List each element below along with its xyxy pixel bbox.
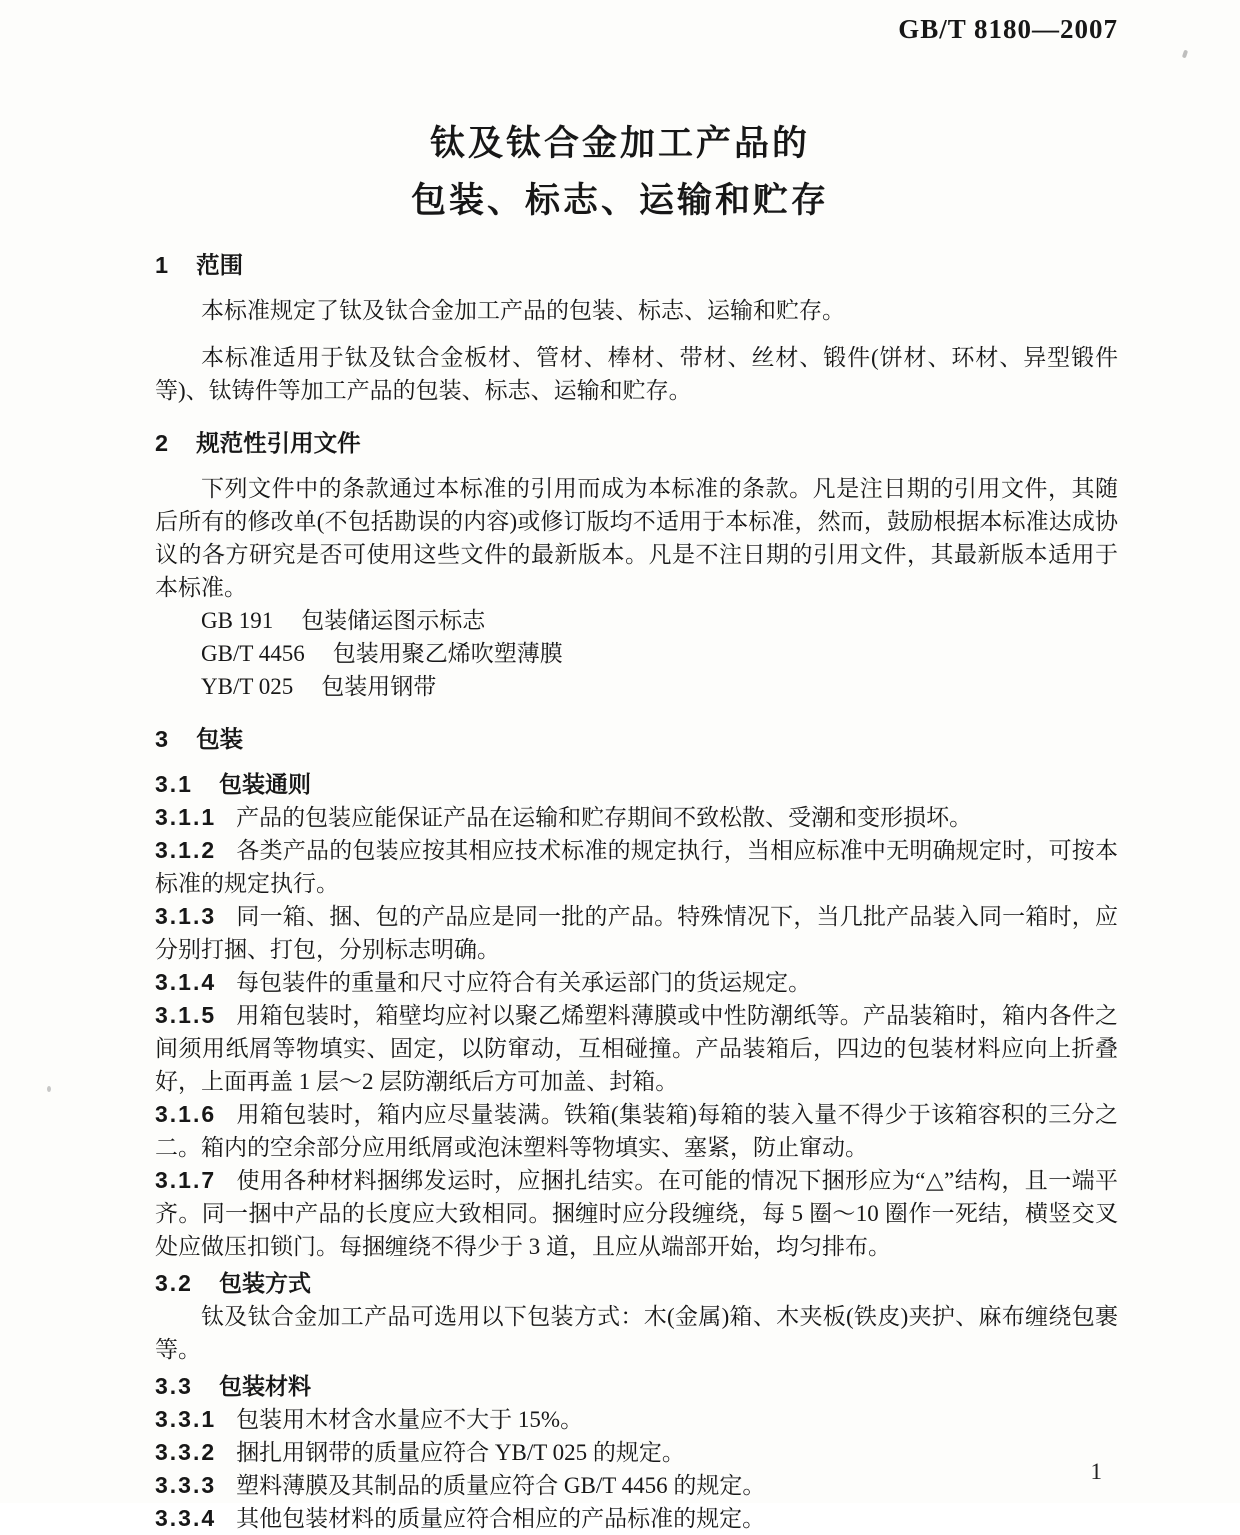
clause-3-3-2 — [155, 1436, 1118, 1469]
clause-number: 3.1.1 — [155, 804, 217, 830]
clause-number: 3.1.2 — [155, 837, 217, 863]
reference-code: GB/T 4456 — [201, 641, 305, 666]
paragraph: 下列文件中的条款通过本标准的引用而成为本标准的条款。凡是注日期的引用文件，其随后所有的修改单(不包括勘误的内容)或修订版均不适用于本标准，然而，鼓励根据本标准达成协议的各方研究是否可使用这些文件的最新版本。凡是不注日期的引用文件，其最新版本适用于本标准。 — [155, 476, 1118, 600]
clause-number: 3.3.3 — [155, 1472, 217, 1498]
clause-text: 各类产品的包装应按其相应技术标准的规定执行，当相应标准中无明确规定时，可按本标准的规定执行。 — [155, 838, 1118, 896]
section-3-3-heading — [155, 1370, 1118, 1403]
clause-3-1-3 — [155, 900, 1118, 966]
reference-item — [201, 604, 1118, 637]
clause-text: 用箱包装时，箱内应尽量装满。铁箱(集装箱)每箱的装入量不得少于该箱容积的三分之二。箱内的空余部分应用纸屑或泡沫塑料等物填实、塞紧，防止窜动。 — [155, 1102, 1118, 1160]
section-title: 规范性引用文件 — [196, 430, 361, 456]
document-body — [0, 249, 1240, 1535]
clause-3-1-2 — [155, 834, 1118, 900]
paragraph: 钛及钛合金加工产品可选用以下包装方式：木(金属)箱、木夹板(铁皮)夹护、麻布缠绕包裹等。 — [155, 1304, 1118, 1362]
clause-number: 3.1.3 — [155, 903, 217, 929]
paragraph: 本标准规定了钛及钛合金加工产品的包装、标志、运输和贮存。 — [201, 298, 845, 323]
clause-number: 3.3.1 — [155, 1406, 217, 1432]
section-number: 3 — [155, 726, 171, 752]
clause-number: 3.3.2 — [155, 1439, 217, 1465]
reference-title: 包装储运图示标志 — [301, 608, 486, 633]
reference-item — [201, 637, 1118, 670]
standard-code: GB/T 8180—2007 — [898, 14, 1118, 44]
paragraph: 本标准适用于钛及钛合金板材、管材、棒材、带材、丝材、锻件(饼材、环材、异型锻件等)、钛铸件等加工产品的包装、标志、运输和贮存。 — [155, 345, 1118, 403]
clause-text: 用箱包装时，箱壁均应衬以聚乙烯塑料薄膜或中性防潮纸等。产品装箱时，箱内各件之间须用纸屑等物填实、固定，以防窜动，互相碰撞。产品装箱后，四边的包装材料应向上折叠好，上面再盖 1 层～2 层防潮纸后方可加盖、封箱。 — [155, 1003, 1118, 1094]
clause-text: 使用各种材料捆绑发运时，应捆扎结实。在可能的情况下捆形应为“△”结构，且一端平齐。同一捆中产品的长度应大致相同。捆缠时应分段缠绕，每 5 圈～10 圈作一死结，横竖交叉处应做压扣锁门。每捆缠绕不得少于 3 道，且应从端部开始，均匀排布。 — [155, 1168, 1118, 1259]
section-number: 2 — [155, 430, 171, 456]
clause-number: 3.1.4 — [155, 969, 217, 995]
section-3-1-heading — [155, 768, 1118, 801]
clause-text: 其他包装材料的质量应符合相应的产品标准的规定。 — [236, 1506, 766, 1531]
clause-number: 3.1.5 — [155, 1002, 217, 1028]
clause-text: 塑料薄膜及其制品的质量应符合 GB/T 4456 的规定。 — [236, 1473, 766, 1498]
scan-artifact — [47, 1086, 51, 1092]
clause-number: 3.3.4 — [155, 1505, 217, 1531]
title-line-2: 包装、标志、运输和贮存 — [410, 181, 829, 220]
clause-3-1-6 — [155, 1098, 1118, 1164]
section-title: 包装 — [196, 726, 244, 752]
clause-3-1-5 — [155, 999, 1118, 1098]
section-title: 包装方式 — [218, 1270, 311, 1296]
section-number: 3.3 — [155, 1373, 193, 1399]
clause-text: 同一箱、捆、包的产品应是同一批的产品。特殊情况下，当几批产品装入同一箱时，应分别打捆、打包，分别标志明确。 — [155, 904, 1118, 962]
section-title: 包装通则 — [218, 771, 311, 797]
section-3-heading — [155, 723, 1118, 756]
document-title — [0, 115, 1240, 229]
clause-3-1-7 — [155, 1164, 1118, 1263]
section-title: 包装材料 — [218, 1373, 311, 1399]
section-2-heading — [155, 427, 1118, 460]
reference-title: 包装用聚乙烯吹塑薄膜 — [332, 641, 563, 666]
clause-3-1-1 — [155, 801, 1118, 834]
reference-title: 包装用钢带 — [321, 674, 437, 699]
clause-3-3-3 — [155, 1469, 1118, 1502]
clause-text: 包装用木材含水量应不大于 15%。 — [236, 1407, 584, 1432]
scan-artifact — [1182, 50, 1188, 59]
clause-text: 每包装件的重量和尺寸应符合有关承运部门的货运规定。 — [236, 970, 812, 995]
section-number: 1 — [155, 252, 171, 278]
reference-code: YB/T 025 — [201, 674, 294, 699]
section-title: 范围 — [196, 252, 244, 278]
clause-3-3-1 — [155, 1403, 1118, 1436]
section-1-heading — [155, 249, 1118, 282]
clause-3-1-4 — [155, 966, 1118, 999]
clause-number: 3.1.7 — [155, 1167, 217, 1193]
section-number: 3.1 — [155, 771, 193, 797]
clause-3-3-4 — [155, 1502, 1118, 1535]
title-line-1: 钛及钛合金加工产品的 — [429, 124, 810, 163]
reference-code: GB 191 — [201, 608, 274, 633]
section-3-2-heading — [155, 1267, 1118, 1300]
clause-text: 产品的包装应能保证产品在运输和贮存期间不致松散、受潮和变形损坏。 — [236, 805, 973, 830]
clause-number: 3.1.6 — [155, 1101, 217, 1127]
page-number: 1 — [1090, 1459, 1102, 1484]
reference-item — [201, 670, 1118, 703]
clause-text: 捆扎用钢带的质量应符合 YB/T 025 的规定。 — [236, 1440, 685, 1465]
section-number: 3.2 — [155, 1270, 193, 1296]
